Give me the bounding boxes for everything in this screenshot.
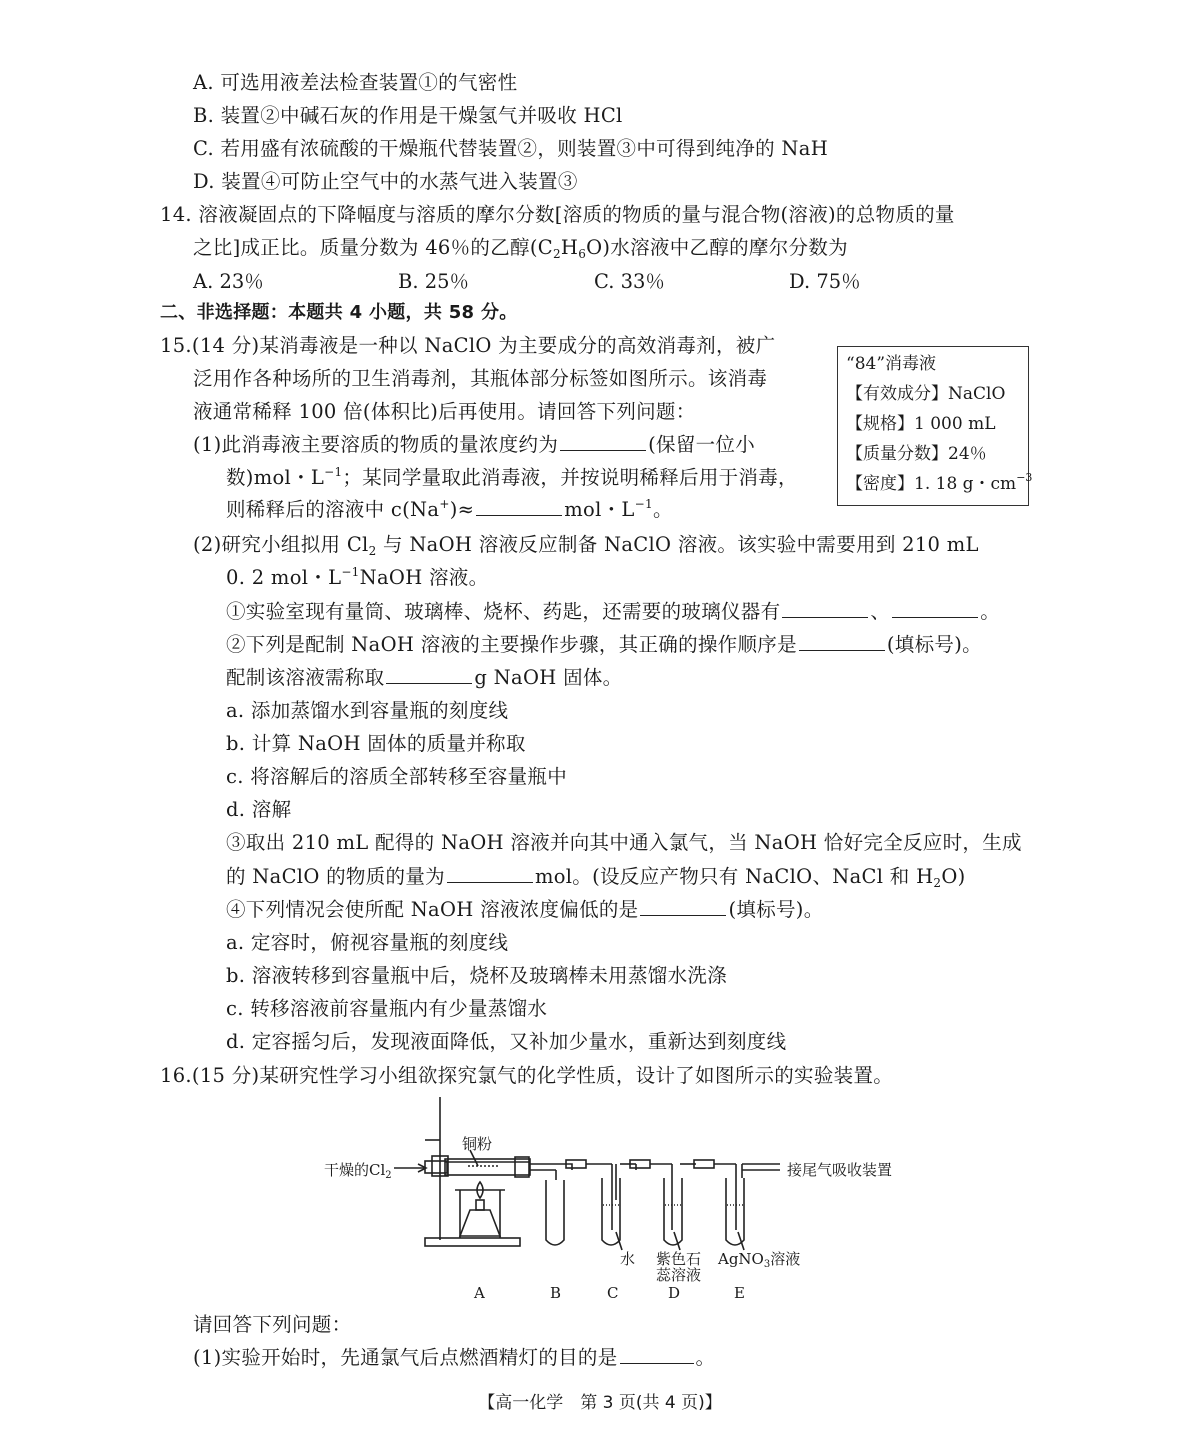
apparatus-label-a: A xyxy=(474,1284,485,1302)
q15-part2-line2: 0. 2 mol・$L^{-1}NaOH$ 溶液。 xyxy=(226,565,489,589)
q15-intro-line3: 液通常稀释 100 倍(体积比)后再使用。请回答下列问题： xyxy=(193,400,696,423)
q15-case-c: c. 转移溶液前容量瓶内有少量蒸馏水 xyxy=(226,997,548,1020)
q13-option-a: A. 可选用液差法检查装置①的气密性 xyxy=(193,71,518,94)
label-copper-powder: 铜粉 xyxy=(462,1135,493,1153)
q15-sub4: ④下列情况会使所配 NaOH 溶液浓度偏低的是 (填标号)。 xyxy=(226,898,824,921)
q14-option-c: C. 33％ xyxy=(594,270,665,293)
q13-option-d: D. 装置④可防止空气中的水蒸气进入装置③ xyxy=(193,170,578,193)
label-line-name: “84”消毒液 xyxy=(846,354,937,374)
q15-sub2-line2: 配制该溶液需称取 g NaOH 固体。 xyxy=(226,666,623,689)
label-dry-cl2: 干燥的$Cl_2$ xyxy=(324,1161,392,1181)
apparatus-label-b: B xyxy=(550,1284,562,1302)
q15-part2-line1: (2)研究小组拟用 $Cl_2$ 与 NaOH 溶液反应制备 NaClO 溶液。该实验中需要用到 210 mL xyxy=(193,533,979,558)
q14-option-b: B. 25％ xyxy=(398,270,470,293)
q13-option-c: C. 若用盛有浓硫酸的干燥瓶代替装置②，则装置③中可得到纯净的 NaH xyxy=(193,137,829,160)
label-tail-gas: 接尾气吸收装置 xyxy=(787,1161,893,1179)
q15-case-d: d. 定容摇匀后，发现液面降低，又补加少量水，重新达到刻度线 xyxy=(226,1030,787,1053)
q15-step-a: a. 添加蒸馏水到容量瓶的刻度线 xyxy=(226,699,509,722)
q15-step-d: d. 溶解 xyxy=(226,798,292,821)
q14-stem-line2: 之比]成正比。质量分数为 46％的乙醇$(C_2H_6O)$水溶液中乙醇的摩尔分数为 xyxy=(193,236,848,261)
label-line-spec: 【规格】1 000 mL xyxy=(846,414,996,434)
q16-intro: 16.(15 分)某研究性学习小组欲探究氯气的化学性质，设计了如图所示的实验装置。 xyxy=(160,1064,894,1087)
q16-part1: (1)实验开始时，先通氯气后点燃酒精灯的目的是 。 xyxy=(193,1346,716,1369)
section-title: 二、非选择题：本题共 4 小题，共 58 分。 xyxy=(160,302,518,323)
q14-stem-line1: 14. 溶液凝固点的下降幅度与溶质的摩尔分数[溶质的物质的量与混合物(溶液)的总物质的量 xyxy=(160,203,955,226)
q13-option-b: B. 装置②中碱石灰的作用是干燥氢气并吸收 HCl xyxy=(193,104,623,127)
q14-option-d: D. 75％ xyxy=(789,270,861,293)
q15-sub2-line1: ②下列是配制 NaOH 溶液的主要操作步骤，其正确的操作顺序是 (填标号)。 xyxy=(226,633,982,656)
label-line-density: 【密度】1. 18 g・$cm^{-3}$ xyxy=(846,471,1033,494)
q16-ask: 请回答下列问题： xyxy=(193,1313,352,1336)
q15-intro-line1: 15.(14 分)某消毒液是一种以 NaClO 为主要成分的高效消毒剂，被广 xyxy=(160,334,776,357)
q15-sub1: ①实验室现有量筒、玻璃棒、烧杯、药匙，还需要的玻璃仪器有 、 。 xyxy=(226,600,1001,623)
q15-case-a: a. 定容时，俯视容量瓶的刻度线 xyxy=(226,931,509,954)
answer-blank[interactable] xyxy=(620,1345,694,1364)
q15-step-c: c. 将溶解后的溶质全部转移至容量瓶中 xyxy=(226,765,568,788)
q15-case-b: b. 溶液转移到容量瓶中后，烧杯及玻璃棒未用蒸馏水洗涤 xyxy=(226,964,727,987)
q15-sub3-line1: ③取出 210 mL 配得的 NaOH 溶液并向其中通入氯气，当 NaOH 恰好完全反应时，生成 xyxy=(226,831,1022,854)
label-line-mass-fraction: 【质量分数】24％ xyxy=(846,444,987,464)
apparatus-label-e: E xyxy=(734,1284,745,1302)
q15-part1-line1: (1)此消毒液主要溶质的物质的量浓度约为 (保留一位小 xyxy=(193,433,756,456)
q14-option-a: A. 23％ xyxy=(193,270,264,293)
q15-sub3-line2: 的 NaClO 的物质的量为 mol。(设反应产物只有 NaClO、NaCl 和 $H_2O$) xyxy=(226,865,966,890)
label-line-ingredient: 【有效成分】NaClO xyxy=(846,384,1006,404)
apparatus-label-c: C xyxy=(607,1284,619,1302)
label-agno3: AgNO$_3$溶液 xyxy=(718,1250,801,1270)
q15-step-b: b. 计算 NaOH 固体的质量并称取 xyxy=(226,732,526,755)
page-footer: 【高一化学 第 3 页(共 4 页)】 xyxy=(478,1393,722,1413)
label-water: 水 xyxy=(620,1250,636,1268)
apparatus-label-d: D xyxy=(668,1284,681,1302)
q15-intro-line2: 泛用作各种场所的卫生消毒剂，其瓶体部分标签如图所示。该消毒 xyxy=(193,367,768,390)
q15-part1-line2: 数)mol・$L^{-1}$；某同学量取此消毒液，并按说明稀释后用于消毒， xyxy=(226,465,798,489)
label-litmus-line1: 紫色石 xyxy=(656,1250,702,1268)
label-litmus-line2: 蕊溶液 xyxy=(656,1266,702,1284)
q15-part1-line3: 则稀释后的溶液中 c(Na+)≈ mol・$L^{-1}$。 xyxy=(226,497,673,521)
